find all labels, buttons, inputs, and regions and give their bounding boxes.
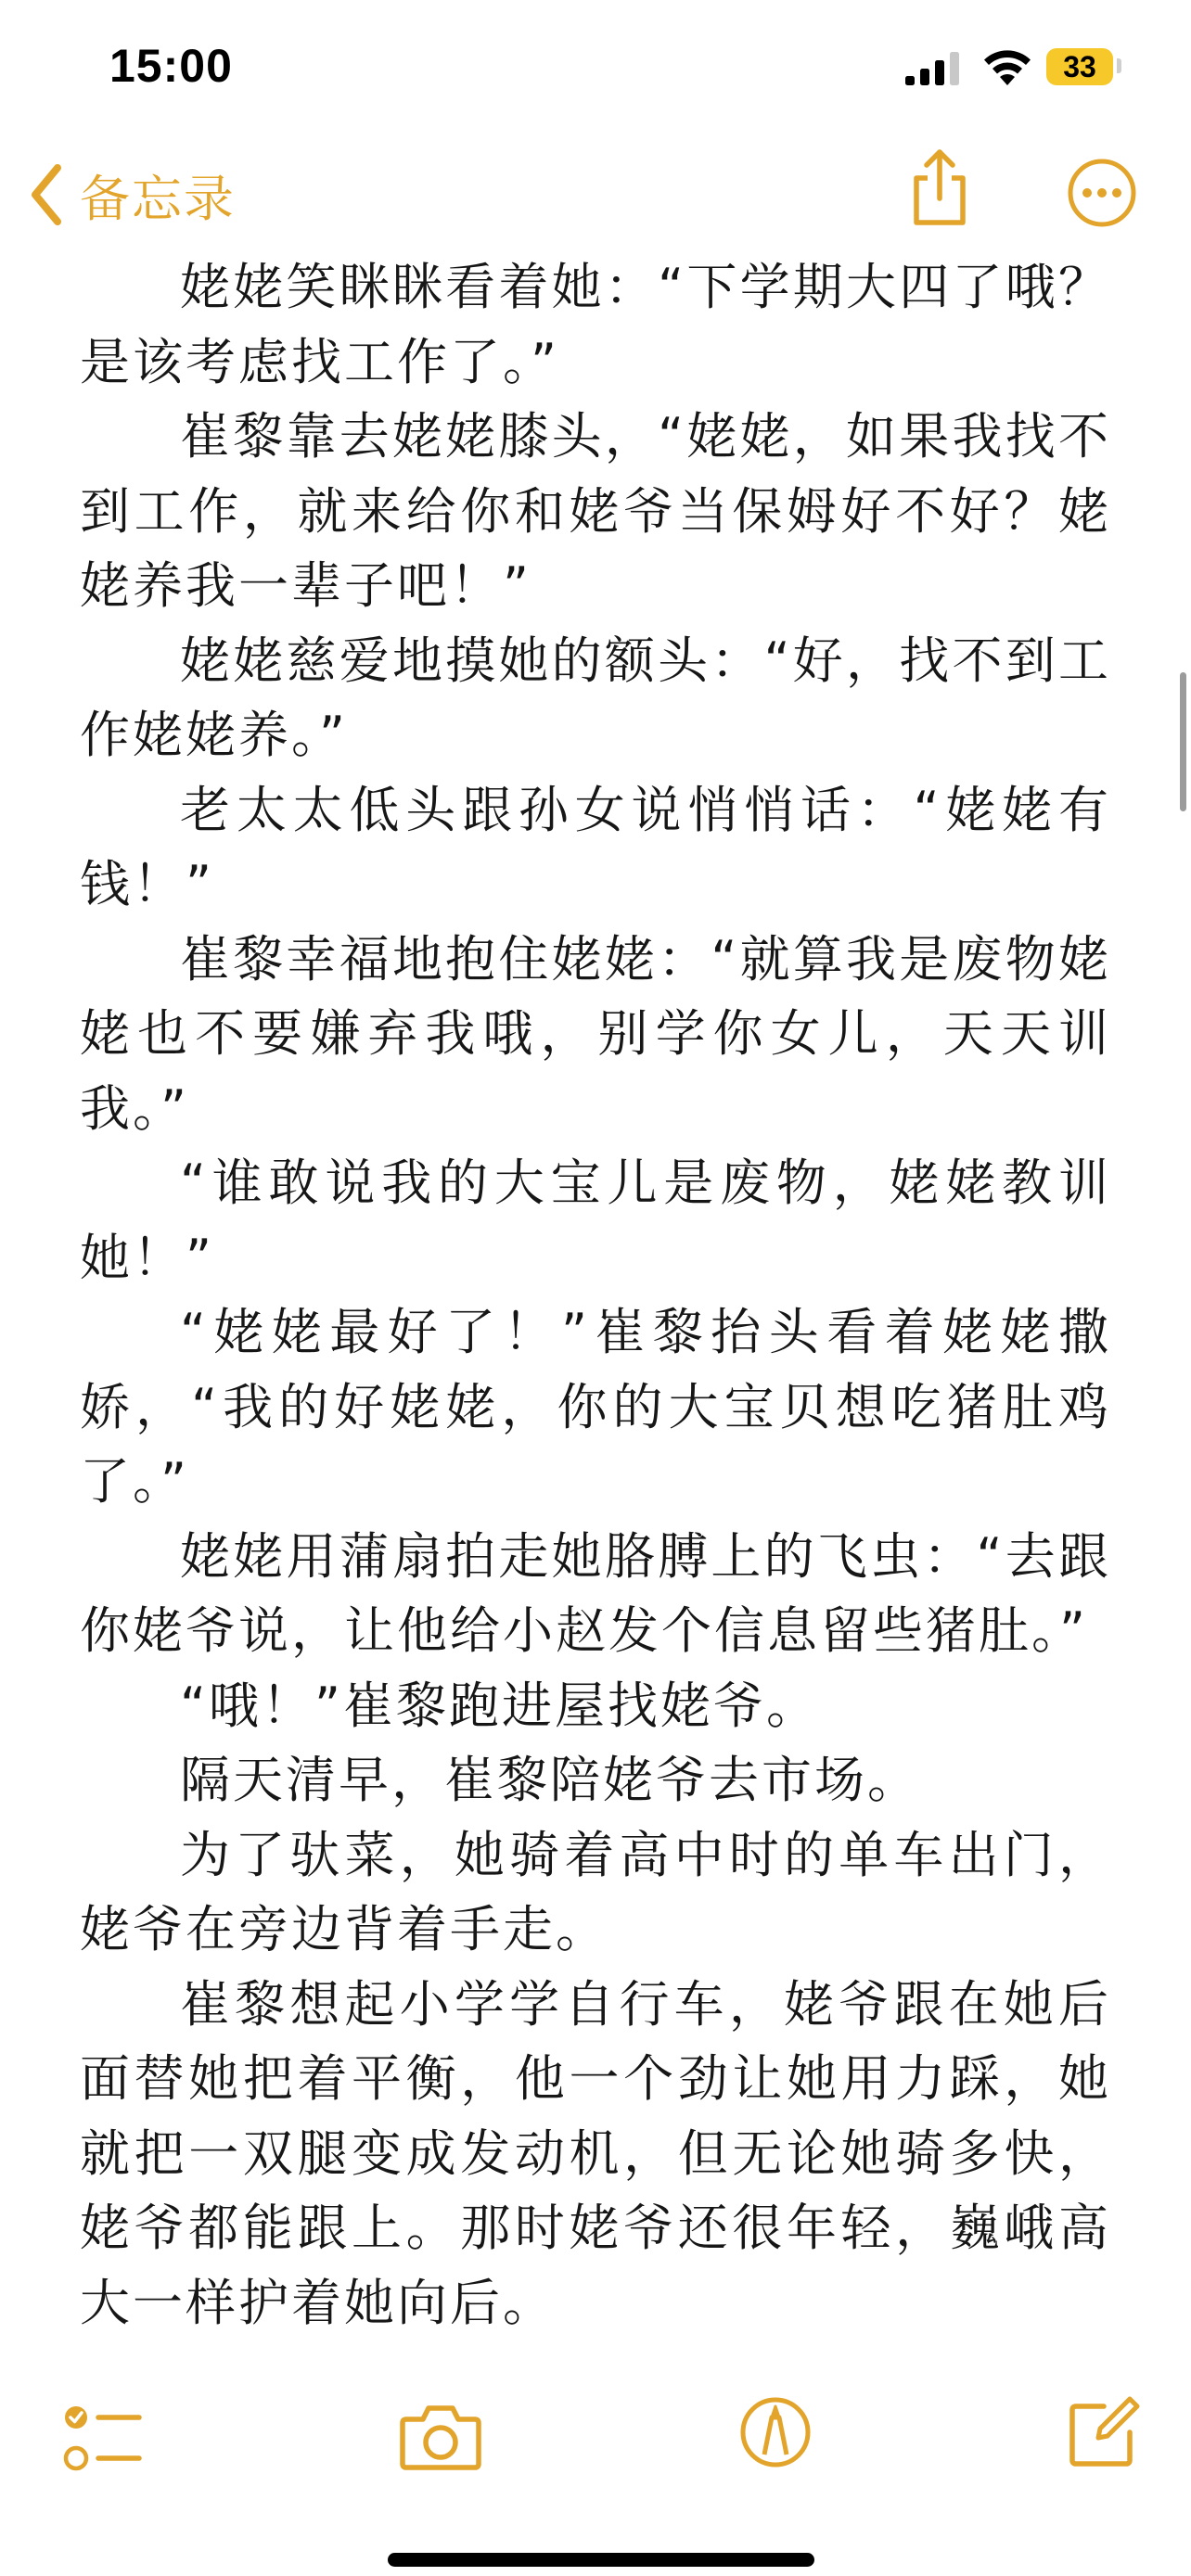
- markup-pen-icon[interactable]: [738, 2395, 813, 2469]
- status-bar: [0, 0, 1191, 139]
- back-button[interactable]: [28, 158, 236, 232]
- signal-icon: [905, 52, 963, 85]
- battery-level: 33: [1063, 50, 1096, 83]
- more-icon[interactable]: [1067, 158, 1137, 228]
- checklist-icon[interactable]: [63, 2403, 143, 2477]
- share-icon[interactable]: [907, 145, 972, 228]
- wifi-icon: [981, 46, 1033, 85]
- note-paragraph: 姥姥用蒲扇拍走她胳膊上的飞虫：“去跟你姥爷说，让他给小赵发个信息留些猪肚。”: [80, 1526, 1111, 1660]
- home-indicator[interactable]: [388, 2553, 814, 2567]
- note-paragraph: 崔黎靠去姥姥膝头，“姥姥，如果我找不到工作，就来给你和姥爷当保姆好不好？姥姥养我一辈子吧！”: [80, 407, 1111, 615]
- nav-bar: [0, 139, 1191, 246]
- note-paragraph: 崔黎想起小学学自行车，姥爷跟在她后面替她把着平衡，他一个劲让她用力踩，她就把一双腿变成发动机，但无论她骑多快，姥爷都能跟上。那时姥爷还很年轻，巍峨高大一样护着她向后。: [80, 1974, 1111, 2332]
- note-paragraph: 姥姥慈爱地摸她的额头：“好，找不到工作姥姥养。”: [80, 631, 1111, 764]
- scrollbar[interactable]: [1180, 672, 1186, 811]
- note-paragraph: 为了驮菜，她骑着高中时的单车出门，姥爷在旁边背着手走。: [80, 1825, 1111, 1958]
- note-paragraph: 老太太低头跟孙女说悄悄话：“姥姥有钱！”: [80, 780, 1111, 913]
- note-paragraph: “哦！”崔黎跑进屋找姥爷。: [180, 1676, 819, 1735]
- camera-icon[interactable]: [399, 2401, 482, 2471]
- chevron-left-icon: [28, 162, 65, 227]
- status-time: 15:00: [109, 40, 233, 92]
- battery-icon: [1046, 48, 1113, 85]
- battery-tip: [1117, 58, 1121, 73]
- back-label: 备忘录: [80, 169, 236, 228]
- note-paragraph: “姥姥最好了！”崔黎抬头看着姥姥撒娇，“我的好姥姥，你的大宝贝想吃猪肚鸡了。”: [80, 1303, 1111, 1511]
- compose-icon[interactable]: [1067, 2391, 1143, 2469]
- note-paragraph: 崔黎幸福地抱住姥姥：“就算我是废物姥姥也不要嫌弃我哦，别学你女儿，天天训我。”: [80, 929, 1111, 1138]
- note-paragraph: 隔天清早，崔黎陪姥爷去市场。: [180, 1751, 920, 1809]
- note-body[interactable]: [80, 250, 1111, 2340]
- bottom-toolbar: [0, 2388, 1191, 2490]
- note-paragraph: “谁敢说我的大宝儿是废物，姥姥教训她！”: [80, 1154, 1111, 1287]
- note-paragraph: 姥姥笑眯眯看着她：“下学期大四了哦？是该考虑找工作了。”: [80, 258, 1111, 391]
